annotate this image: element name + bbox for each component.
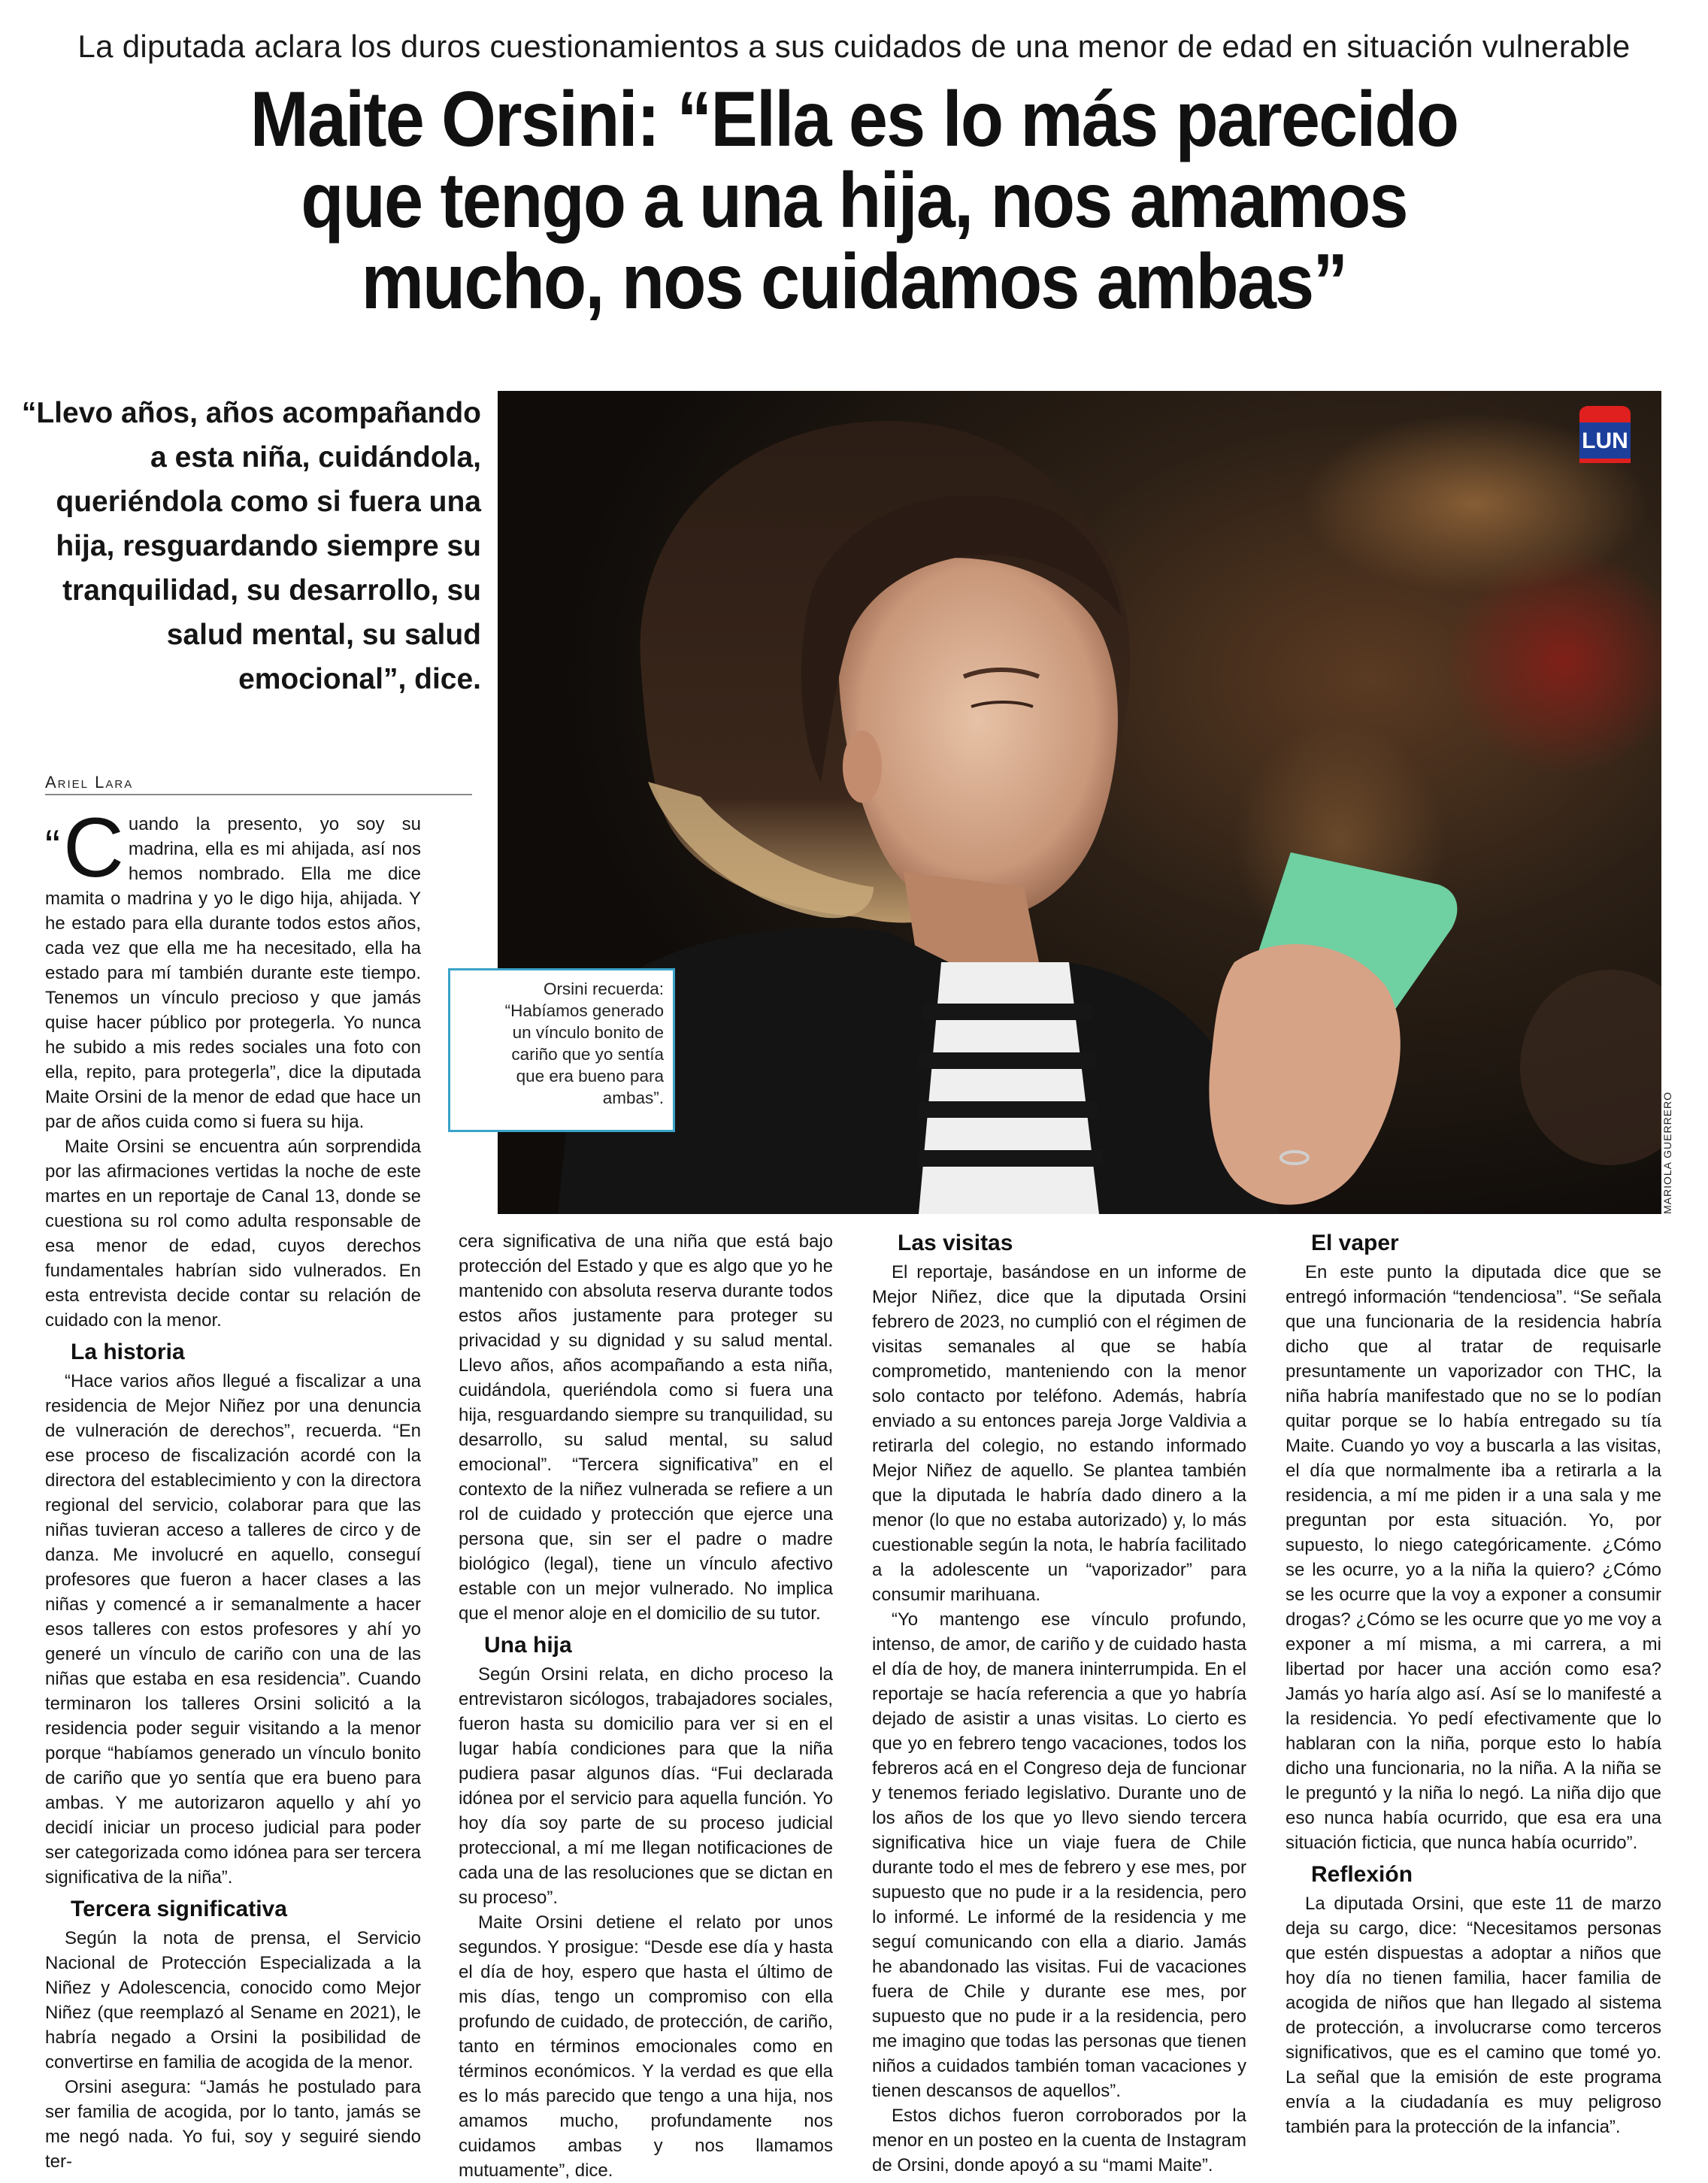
paragraph: “Hace varios años llegué a fiscalizar a una residencia de Mejor Niñez por una denuncia de vulneración de derechos”, recuerda. “En ese proceso de fiscalización acordé con la directora del establecimiento y con la directora regional del servicio, colaborar para que las niñas tuvieran acceso a talleres de circo y de danza. Me involucré en aquello, conseguí profesores que fueron a hacer clases a las niñas y comencé a ir semanalmente a hacer esos talleres con estos profesores y ahí yo generé un vínculo de cariño con una de las niñas que estaba en esa residencia”. Cuando terminaron los talleres Orsini solicitó a la residencia poder seguir visitando a la menor porque “habíamos generado un vínculo bonito de cariño que yo sentía que era bueno para ambas. Y me autorizaron aquello y ahí yo decidí iniciar un proceso judicial para poder ser categorizada como idónea para ser tercera significativa de la niña”. [45,1371,421,1888]
headline-line-2: que tengo a una hija, nos amamos [301,157,1407,244]
lun-logo-text: LUN [1582,428,1628,453]
paragraph: “Yo mantengo ese vínculo profundo, intenso, de amor, de cariño y de cuidado hasta el día de hoy, de manera ininterrumpida. En el reportaje se hacía referencia a que yo habría dejado de asistir a unas visitas. Lo cierto es que yo en febrero tengo vacaciones, todos los febreros acá en el Congreso deja de funcionar y tenemos feriado legislativo. Durante uno de los años de los que yo llevo siendo tercera significativa hice un viaje fuera de Chile durante todo el mes de febrero y ese mes, por supuesto que no pude ir a la residencia, pero lo informé. Le informé de la residencia y me seguí comunicando con ella a diario. Jamás he abandonado las visitas. Fui de vacaciones fuera de Chile y durante ese mes, por supuesto que no pude ir a la residencia, pero me imagino que todas las personas que tienen niños a cuidados también toman vacaciones y tienen descansos de aquellos”. [872,1609,1246,2101]
photo-credit: MARIOLA GUERRERO [1661,1091,1673,1214]
subhead-las-visitas: Las visitas [898,1231,1013,1255]
headline [153,76,1555,325]
caption-line-2: “Habíamos generado [504,1001,664,1020]
paragraph: Maite Orsini se encuentra aún sorprendida por las afirmaciones vertidas la noche de este martes en un reportaje de Canal 13, donde se cuestiona su rol como adulta responsable de esa menor de edad, cuyos derechos fundamentales habrían sido vulnerados. En esta entrevista decide contar su relación de cuidado con la menor. [45,1137,421,1331]
paragraph: Según Orsini relata, en dicho proceso la entrevistaron sicólogos, trabajadores sociales, fueron hasta su domicilio para ver si en el lugar había condiciones para que la niña pudiera pasar algunos días. “Fui declarada idónea por el servicio para aquella función. Yo hoy día soy parte de su proceso judicial proteccional, a mí me llegan notificaciones de cada una de las resoluciones que se dictan en su proceso”. [459,1664,833,1908]
subhead-el-vaper: El vaper [1311,1231,1399,1255]
lead-paragraph: “C uando la presento, yo soy su madrina, ella es mi ahijada, así nos hemos nombrado. Ella me dice mamita o madrina y yo le digo hija, ahijada. Y he estado para ella durante todos estos años, cada vez que ella me ha necesitado, ella ha estado para mí también durante este tiempo. Tenemos un vínculo precioso y que jamás quise hacer público por protegerla. Yo nunca he subido a mis redes sociales una foto con ella, repito, para protegerla”, dice la diputada Maite Orsini de la menor de edad que hace un par de años cuida como si fuera su hija. [45,801,421,1132]
caption-line-6: ambas”. [602,1088,664,1107]
paragraph: Según la nota de prensa, el Servicio Nacional de Protección Especializada a la Niñez y Adolescencia, conocido como Mejor Niñez (que reemplazó al Sename en 2021), le habría negado a Orsini la posibilidad de convertirse en familia de acogida de la menor. [45,1928,421,2072]
article-column-4 [1286,1224,1661,2139]
subhead-reflexion: Reflexión [1311,1862,1413,1887]
paragraph: La diputada Orsini, que este 11 de marzo deja su cargo, dice: “Necesitamos personas que estén dispuestas a adoptar a niños que hoy día no tienen familia, hacer familia de acogida de niños que han llegado al sistema de protección, a involucrarse como terceros significativos, que es el camino que tomé yo. La señal que la emisión de este programa envía a la ciudadanía es muy peligroso también para la protección de la infancia”. [1286,1894,1661,2137]
paragraph: Orsini asegura: “Jamás he postulado para ser familia de acogida, por lo tanto, jamás se me negó nada. Yo fui, soy y seguiré siendo ter- [45,2077,421,2172]
paragraph: Estos dichos fueron corroborados por la menor en un posteo en la cuenta de Instagram de Orsini, donde apoyó a su “mami Maite”. [872,2106,1246,2175]
article-column-1 [45,801,421,2174]
subhead-una-hija: Una hija [484,1633,572,1658]
article-column-2 [459,1229,833,2183]
headline-line-1: Maite Orsini: “Ella es lo más parecido [250,76,1458,163]
byline-rule [45,794,472,795]
byline: Ariel Lara [45,773,134,792]
caption-line-4: cariño que yo sentía [511,1045,664,1064]
caption-line-5: que era bueno para [516,1067,664,1085]
kicker: La diputada aclara los duros cuestionamientos a sus cuidados de una menor de edad en situación vulnerable [77,29,1631,64]
pull-quote: “Llevo años, años acompañando a esta niña, cuidándola, queriéndola como si fuera una hija, resguardando siempre su tranquilidad, su desarrollo, su salud mental, su salud emocional”, dice. [21,397,481,695]
headline-line-3: mucho, nos cuidamos ambas” [361,238,1347,325]
paragraph: cera significativa de una niña que está bajo protección del Estado y que es algo que yo he mantenido con absoluta reserva durante todos estos años justamente para proteger su privacidad y su dignidad y su salud mental. Llevo años, años acompañando a esta niña, cuidándola, queriéndola como si fuera una hija, resguardando siempre su tranquilidad, su desarrollo, su salud mental, su salud emocional”. “Tercera significativa” en el contexto de la niñez vulnerada se refiere a un rol de cuidado y protección que ejerce una persona que, sin ser el padre o madre biológico (legal), tiene un vínculo afectivo estable con un mejor vulnerado. No implica que el menor aloje en el domicilio de su tutor. [459,1231,833,1624]
paragraph: En este punto la diputada dice que se entregó información “tendenciosa”. “Se señala que una funcionaria de la residencia habría dicho que al tratar de requisarle presuntamente un vaporizador con THC, la niña habría manifestado que no se lo podían quitar porque se lo había entregado su tía Maite. Cuando yo voy a buscarla a las visitas, el día que normalmente iba a retirarla a la residencia, a mí me piden ir a una sala y me preguntan por esta situación. Yo, por supuesto, lo niego categóricamente. ¿Cómo se les ocurre, yo a la niña la quiero? ¿Cómo se les ocurre que la voy a exponer a consumir drogas? ¿Cómo se les ocurre que yo me voy a exponer a mí misma, a mi carrera, a mi libertad por hacer una acción como esa? Jamás yo haría algo así. Así se lo manifesté a la residencia. Yo pedí efectivamente que lo hablaran con la niña, porque esto lo había dicho una funcionaria, no la niña. A la niña se le preguntó y la niña lo negó. La niña dijo que eso nunca había ocurrido, que esa era una situación ficticia, que nunca había ocurrido”. [1286,1262,1661,1853]
paragraph: Maite Orsini detiene el relato por unos segundos. Y prosigue: “Desde ese día y hasta el día de hoy, espero que hasta el último de mis días, tengo un compromiso con ella profundo de cuidado, de protección, de cariño, tanto en términos emocionales como en términos económicos. Y la verdad es que ella es lo más parecido que tengo a una hija, nos amamos mucho, profundamente nos cuidamos ambas y nos llamamos mutuamente”, dice. [459,1912,833,2181]
lun-logo [1573,406,1637,466]
paragraph: El reportaje, basándose en un informe de Mejor Niñez, dice que la diputada Orsini febrero de 2023, no cumplió con el régimen de visitas semanales al que se había comprometido, manteniendo con la menor solo contacto por teléfono. Además, habría enviado a su entonces pareja Jorge Valdivia a retirarla del colegio, no estando informado Mejor Niñez de aquello. Se plantea también que la diputada le habría dado dinero a la menor (lo que no estaba autorizado) y, lo más cuestionable según la nota, le habría facilitado a la adolescente un “vaporizador” para consumir marihuana. [872,1262,1246,1605]
photo-caption [448,968,675,1132]
drop-cap: “C [45,801,124,895]
subhead-la-historia: La historia [71,1340,185,1364]
subhead-tercera-significativa: Tercera significativa [71,1897,287,1921]
caption-line-3: un vínculo bonito de [512,1023,664,1042]
caption-line-1: Orsini recuerda: [543,979,664,998]
article-column-3 [872,1224,1246,2178]
